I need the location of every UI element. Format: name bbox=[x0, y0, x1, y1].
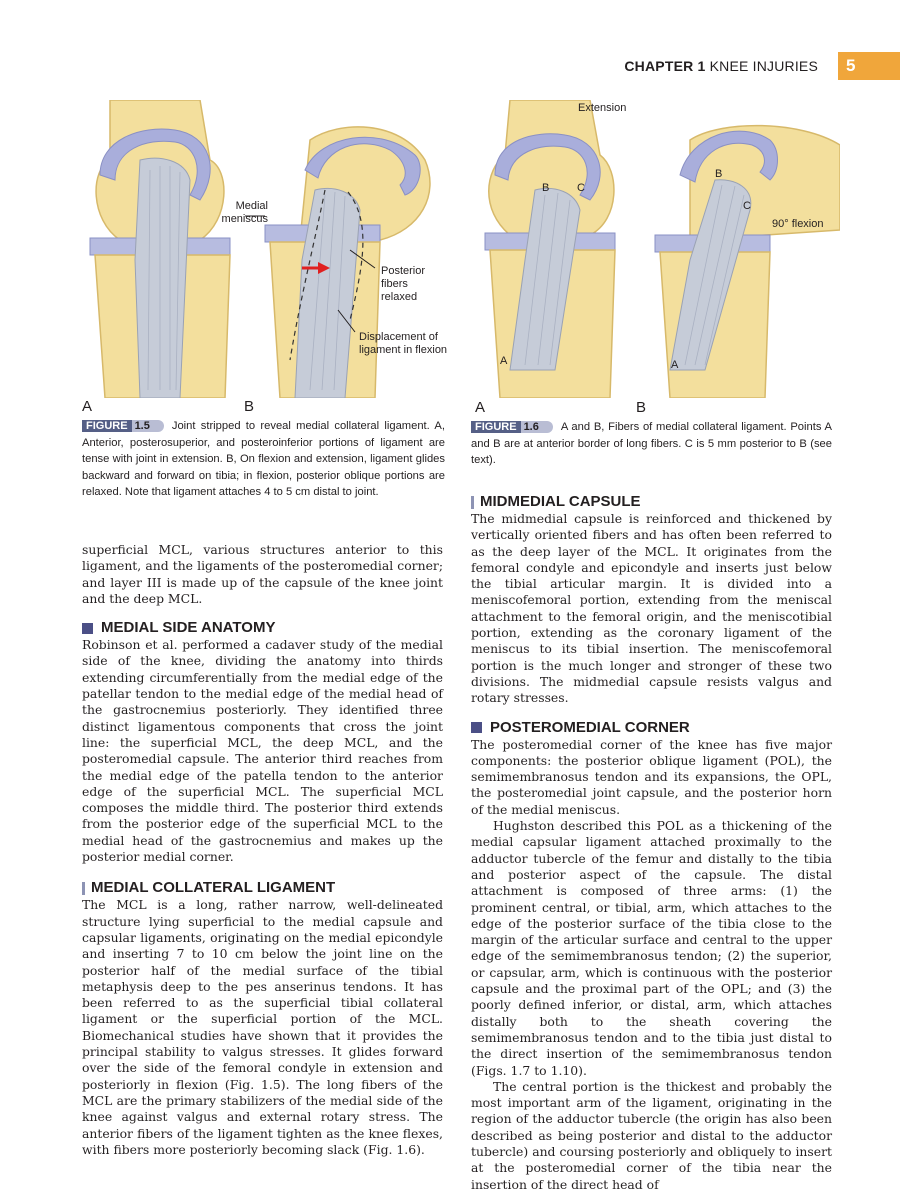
figure-1-6-panel-a-knee bbox=[485, 100, 615, 398]
figure-1-6-caption bbox=[471, 419, 832, 469]
left-column bbox=[82, 542, 443, 1158]
label-posterior-fibers: Posterior fibers relaxed bbox=[381, 265, 426, 303]
label-point-a-extension: A bbox=[500, 355, 508, 367]
chapter-title: KNEE INJURIES bbox=[709, 58, 818, 74]
label-point-c-extension: C bbox=[577, 182, 585, 194]
figure-1-5-panel-b-letter: B bbox=[244, 398, 255, 415]
heading-bar-icon bbox=[471, 496, 474, 509]
figure-1-5-caption bbox=[82, 418, 445, 501]
label-displacement: Displacement of ligament in flexion bbox=[359, 331, 448, 356]
label-point-c-flexion: C bbox=[743, 200, 751, 212]
left-intro-paragraph: superficial MCL, various structures anterior to this ligament, and the ligaments of the posteromedial corner; and layer III is made up of the capsule of the knee joint and the deep MCL. bbox=[82, 542, 443, 606]
figure-1-5-badge: FIGURE 1.5 bbox=[82, 419, 164, 433]
section-paragraph: Robinson et al. performed a cadaver study of the medial side of the knee, dividing the anatomy into thirds extending circumferentially from the medial edge of the patellar tendon to the medial edge of the medial head of the gastrocnemius posteriorly. They identified three distinct ligamentous components that cross the joint line: the superficial MCL, the deep MCL, and the posteromedial capsule. The anterior third reaches from the medial edge of the patella tendon to the anterior edge of the superficial MCL. The superficial MCL composes the middle third. The posterior third extends from the posterior edge of the superficial MCL to the medial head of the gastrocnemius and makes up the posterior medial corner. bbox=[82, 637, 443, 865]
label-point-b-flexion: B bbox=[715, 168, 723, 180]
label-flexion: 90° flexion bbox=[772, 218, 824, 230]
section-heading-posteromedial-corner: POSTEROMEDIAL CORNER bbox=[471, 719, 832, 737]
section-paragraph: Hughston described this POL as a thickening of the medial capsular ligament attached proximally to the adductor tubercle of the femur and distally to the tibia and posterior aspect of the capsule. The distal attachment is composed of three arms: (1) the prominent central, or tibial, arm, which attaches to the edge of the posterior surface of the tibia close to the margin of the articular surface and central to the upper edge of the semimembranosus tendon; (2) the superior, or capsular, arm, which is continuous with the posterior capsule and the proximal part of the OPL; and (3) the poorly defined inferior, or distal, arm, which attaches distally both to the sheath covering the semimembranosus tendon and to the tibia just distal to the direct insertion of the semimembranosus tendon (Figs. 1.7 to 1.10). bbox=[471, 818, 832, 1078]
figure-1-6-caption-text: A and B, Fibers of medial collateral ligament. Points A and B are at anterior border of long fibers. C is 5 mm posterior to B (see text). bbox=[471, 421, 832, 466]
figure-1-6-badge: FIGURE 1.6 bbox=[471, 420, 553, 434]
running-head bbox=[624, 58, 818, 74]
section-heading-medial-side-anatomy: MEDIAL SIDE ANATOMY bbox=[82, 619, 443, 637]
right-column bbox=[471, 493, 832, 1193]
section-paragraph: The central portion is the thickest and probably the most important arm of the ligament, originating in the region of the adductor tubercle (the origin has also been described as being posterior and distal to the adductor tubercle) and coursing posteriorly and obliquely to insert at the posteromedial corner of the tibia near the insertion of the direct head of bbox=[471, 1078, 832, 1192]
figure-1-6-panel-b-letter: B bbox=[636, 399, 647, 416]
figure-1-5-panel-b-knee bbox=[245, 127, 430, 398]
section-paragraph: The MCL is a long, rather narrow, well-delineated structure lying superficial to the medial capsule and capsular ligaments, originating on the medial epicondyle and inserting 7 to 10 cm below the joint line on the posterior half of the medial surface of the tibial metaphysis deep to the pes anserinus tendons. It has been referred to as the superficial tibial collateral ligament or the superficial portion of the MCL. Biomechanical studies have shown that it provides the principal stability to valgus stresses. It glides forward over the side of the femoral condyle in extension and posteriorly in flexion (Fig. 1.5). The long fibers of the MCL are the primary stabilizers of the medial side of the knee against valgus and external rotary stress. The anterior fibers of the ligament tighten as the knee flexes, with fibers more posteriorly becoming slack (Fig. 1.6). bbox=[82, 897, 443, 1157]
figure-1-5-panel-a-knee bbox=[90, 100, 230, 398]
section-heading-midmedial-capsule: MIDMEDIAL CAPSULE bbox=[471, 493, 832, 511]
heading-square-icon bbox=[471, 722, 482, 733]
chapter-label: CHAPTER 1 bbox=[624, 58, 706, 74]
heading-square-icon bbox=[82, 623, 93, 634]
figure-1-5-panel-a-letter: A bbox=[82, 398, 93, 415]
section-paragraph: The posteromedial corner of the knee has five major components: the posterior oblique ligament (POL), the semimembranosus tendon and its expansions, the OPL, the posteromedial joint capsule, and the posterior horn of the medial meniscus. bbox=[471, 736, 832, 817]
figure-1-6-panel-b-knee bbox=[655, 126, 840, 398]
label-extension: Extension bbox=[578, 102, 627, 114]
section-heading-medial-collateral-ligament: MEDIAL COLLATERAL LIGAMENT bbox=[82, 879, 443, 897]
section-paragraph: The midmedial capsule is reinforced and thickened by vertically oriented fibers and has often been referred to as the deep layer of the MCL. It originates from the femoral condyle and epicondyle and inserts just below the tibial articular margin. It is divided into a meniscofemoral portion, extending from the meniscal attachment to the femoral origin, and the meniscotibial portion, extending as the coronary ligament of the meniscus to its tibial insertion. The meniscofemoral portion is the much longer and stronger of these two divisions. The midmedial capsule resists valgus and rotary stresses. bbox=[471, 511, 832, 706]
heading-bar-icon bbox=[82, 882, 85, 895]
figure-1-5-caption-text: Joint stripped to reveal medial collateral ligament. A, Anterior, posterosuperior, and posteroinferior portions of ligament are tense with joint in extension. B, On flexion and extension, ligament glides backward and forward on tibia; in flexion, posterior oblique portions are relaxed. Note that ligament attaches 4 to 5 cm distal to joint. bbox=[82, 420, 445, 498]
figure-1-6-panel-a-letter: A bbox=[475, 399, 486, 416]
page-number: 5 bbox=[838, 52, 900, 80]
label-medial-meniscus: Medial meniscus bbox=[221, 200, 268, 225]
label-point-b-extension: B bbox=[542, 182, 550, 194]
figure-1-6-illustration bbox=[480, 100, 840, 398]
label-point-a-flexion: A bbox=[671, 359, 679, 371]
